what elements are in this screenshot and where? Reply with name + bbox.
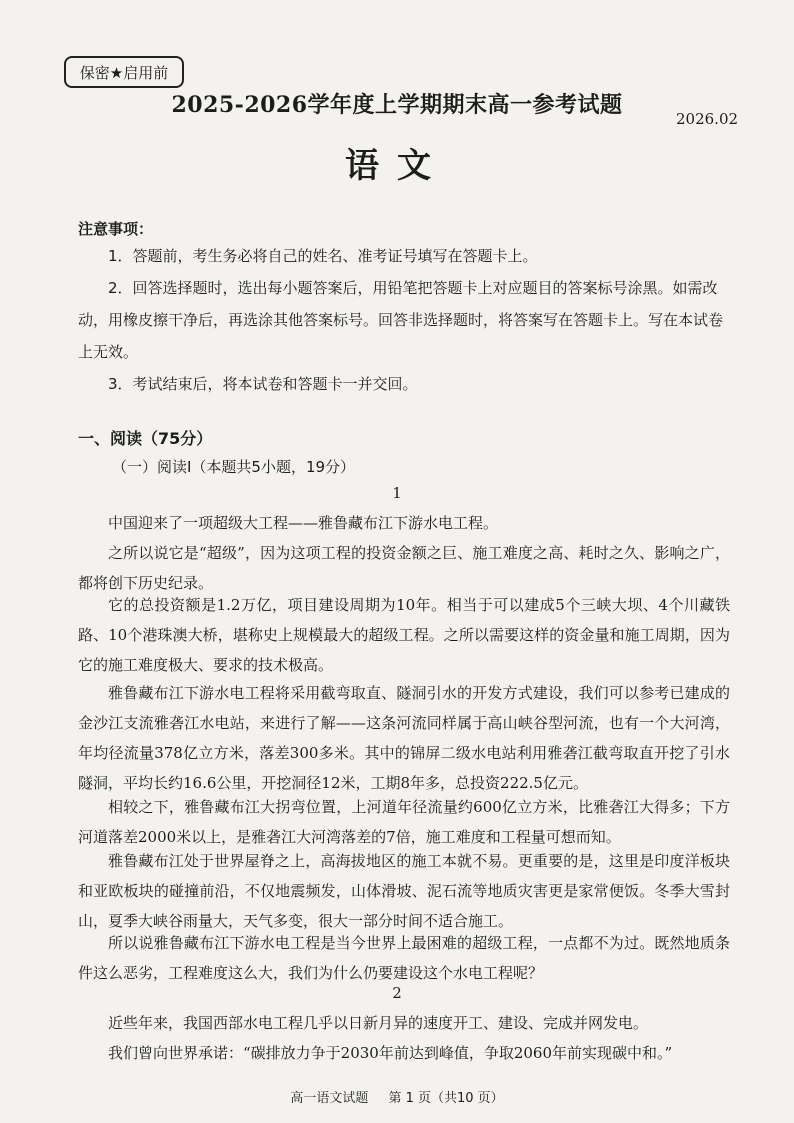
passage-paragraph: 雅鲁藏布江处于世界屋脊之上，高海拔地区的施工本就不易。更重要的是，这里是印度洋板块和亚欧板块的碰撞前沿，不仅地震频发，山体滑坡、泥石流等地质灾害更是家常便饭。冬季大雪封山，夏季大峡谷雨量大，天气多变，很大一部分时间不适合施工。 xyxy=(78,852,730,930)
passage-paragraph: 近些年来，我国西部水电工程几乎以日新月异的速度开工、建设、完成并网发电。 xyxy=(108,1014,649,1032)
passage-part-number: 1 xyxy=(392,484,402,502)
passage-part-number: 2 xyxy=(392,984,402,1002)
passage-paragraph: 中国迎来了一项超级大工程——雅鲁藏布江下游水电工程。 xyxy=(108,514,499,532)
notes-title: 注意事项： xyxy=(78,220,154,238)
exam-title: 2025-2026学年度上学期期末高一参考试题 xyxy=(171,92,623,118)
note-item: 3．考试结束后，将本试卷和答题卡一并交回。 xyxy=(108,375,418,393)
passage-paragraph: 之所以说它是“超级”，因为这项工程的投资金额之巨、施工难度之高、耗时之久、影响之广，都将创下历史纪录。 xyxy=(78,544,730,592)
passage-paragraph: 我们曾向世界承诺：“碳排放力争于2030年前达到峰值，争取2060年前实现碳中和。” xyxy=(108,1044,673,1062)
note-item: 2．回答选择题时，选出每小题答案后，用铅笔把答题卡上对应题目的答案标号涂黑。如需改动，用橡皮擦干净后，再选涂其他答案标号。回答非选择题时，将答案写在答题卡上。写在本试卷上无效。 xyxy=(78,279,724,361)
subject-title: 语文 xyxy=(345,146,449,186)
passage-paragraph: 雅鲁藏布江下游水电工程将采用截弯取直、隧洞引水的开发方式建设，我们可以参考已建成的金沙江支流雅砻江水电站，来进行了解——这条河流同样属于高山峡谷型河流，也有一个大河湾，年均径流量378亿立方米，落差300多米。其中的锦屏二级水电站利用雅砻江截弯取直开挖了引水隧洞，平均长约16.6公里，开挖洞径12米，工期8年多，总投资222.5亿元。 xyxy=(78,684,730,792)
page-footer xyxy=(0,1087,794,1106)
footer-subject: 高一语文试题 xyxy=(290,1091,369,1106)
section-heading: 一、阅读（75分） xyxy=(78,429,213,448)
note-item: 1．答题前，考生务必将自己的姓名、准考证号填写在答题卡上。 xyxy=(108,247,538,265)
passage-paragraph: 相较之下，雅鲁藏布江大拐弯位置，上河道年径流量约600亿立方米，比雅砻江大得多；下方河道落差2000米以上，是雅砻江大河湾落差的7倍，施工难度和工程量可想而知。 xyxy=(78,798,730,846)
footer-page-number: 第 1 页（共10 页） xyxy=(388,1091,504,1106)
confidential-stamp: 保密★启用前 xyxy=(64,56,184,88)
passage-paragraph: 它的总投资额是1.2万亿，项目建设周期为10年。相当于可以建成5个三峡大坝、4个川藏铁路、10个港珠澳大桥，堪称史上规模最大的超级工程。之所以需要这样的资金量和施工周期，因为它的施工难度极大、要求的技术极高。 xyxy=(78,596,730,674)
exam-date: 2026.02 xyxy=(676,110,739,128)
passage-paragraph: 所以说雅鲁藏布江下游水电工程是当今世界上最困难的超级工程，一点都不为过。既然地质条件这么恶劣，工程难度这么大，我们为什么仍要建设这个水电工程呢？ xyxy=(78,934,730,982)
sub-section-heading: （一）阅读Ⅰ（本题共5小题，19分） xyxy=(112,458,356,476)
